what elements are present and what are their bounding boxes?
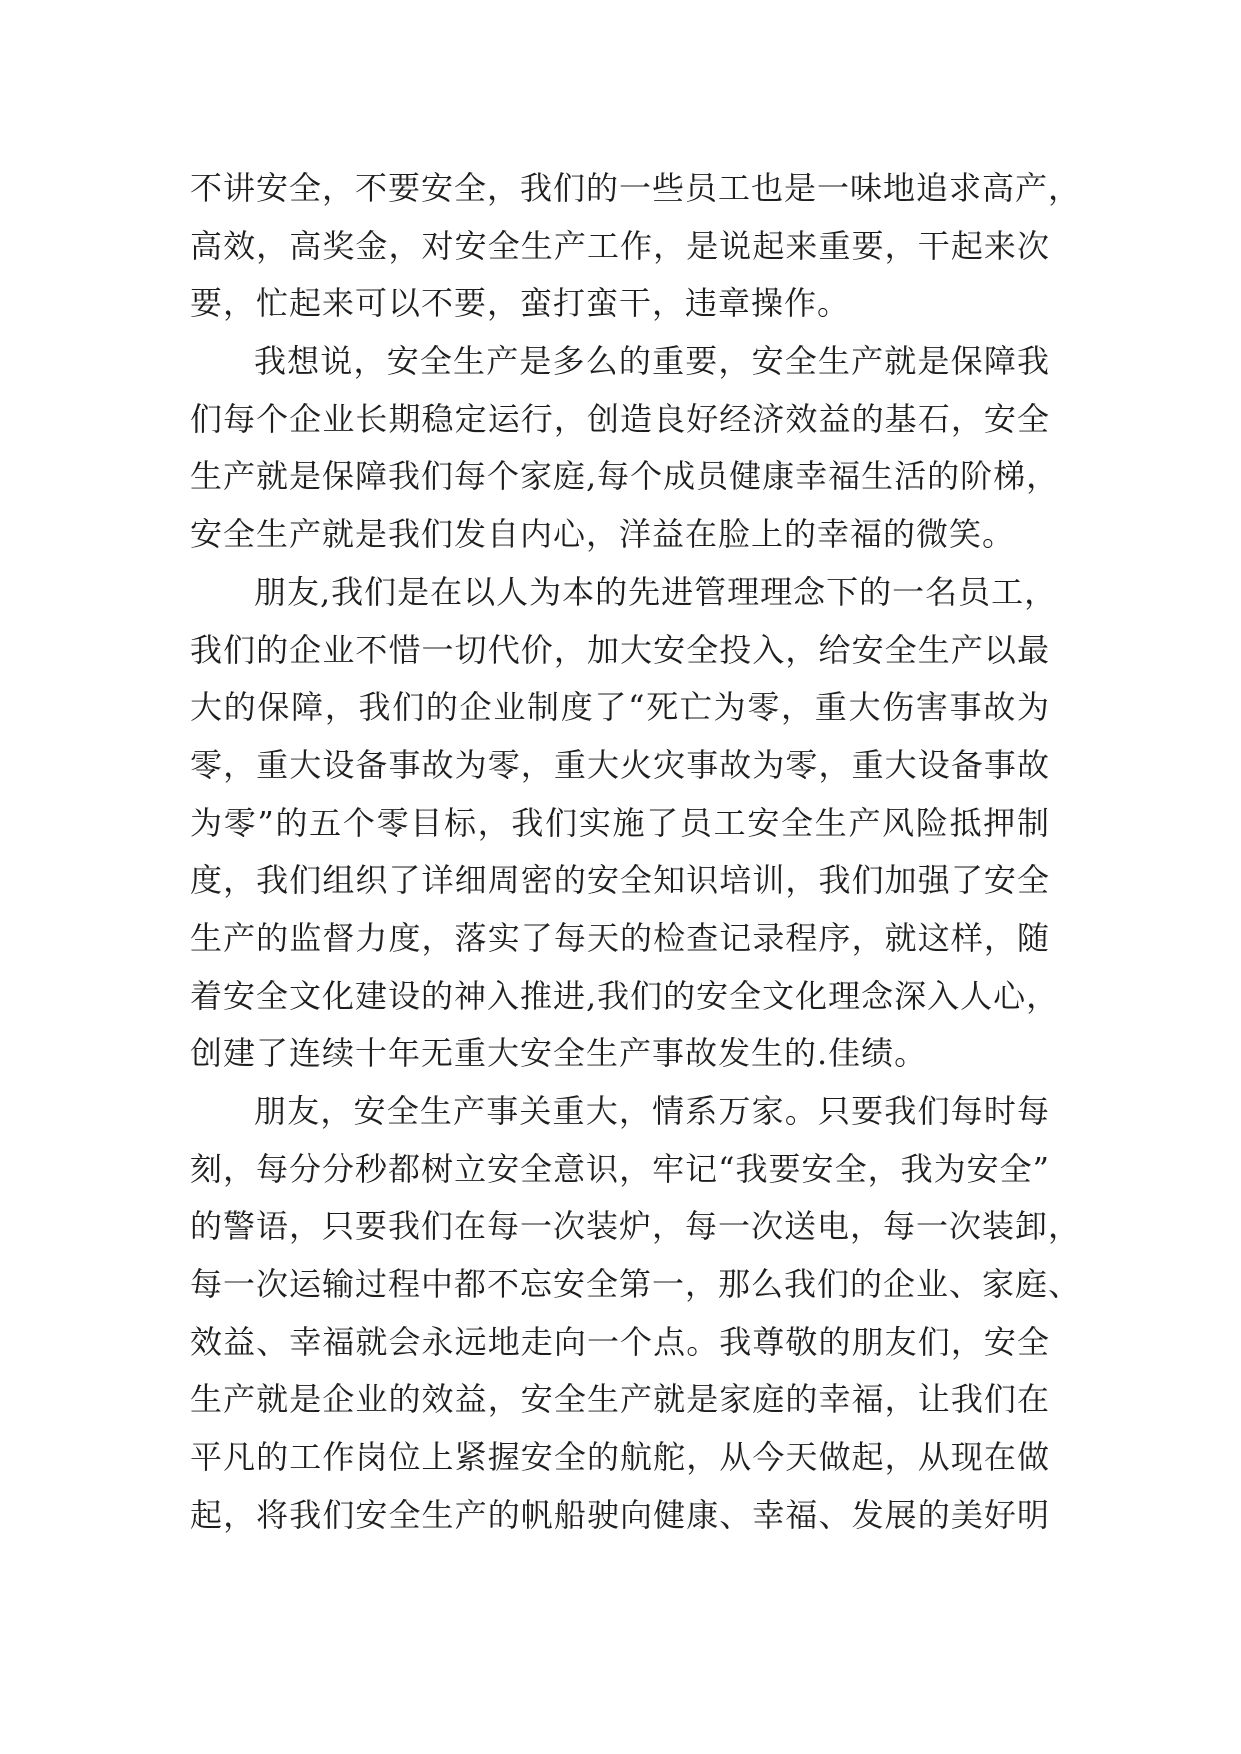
text-line: 为零”的五个零目标，我们实施了员工安全生产风险抵押制 bbox=[190, 803, 1050, 842]
text-line: 零，重大设备事故为零，重大火灾事故为零，重大设备事故 bbox=[190, 745, 1050, 784]
text-line: 生产的监督力度，落实了每天的检查记录程序，就这样，随 bbox=[190, 918, 1050, 957]
text-line: 安全生产就是我们发自内心，洋益在脸上的幸福的微笑。 bbox=[190, 515, 1016, 554]
text-line: 刻，每分分秒都树立安全意识，牢记“我要安全，我为安全” bbox=[190, 1149, 1050, 1188]
text-line: 着安全文化建设的神入推进,我们的安全文化理念深入人心， bbox=[190, 976, 1060, 1015]
text-line: 的警语，只要我们在每一次装炉，每一次送电，每一次装卸， bbox=[190, 1207, 1082, 1246]
text-line: 我们的企业不惜一切代价，加大安全投入，给安全生产以最 bbox=[190, 630, 1050, 669]
paragraph-first-line: 朋友,我们是在以人为本的先进管理理念下的一名员工， bbox=[254, 572, 1058, 611]
text-line: 大的保障，我们的企业制度了“死亡为零，重大伤害事故为 bbox=[190, 688, 1050, 727]
text-line: 平凡的工作岗位上紧握安全的航舵，从今天做起，从现在做 bbox=[190, 1438, 1050, 1477]
text-line: 不讲安全，不要安全，我们的一些员工也是一味地追求高产， bbox=[190, 169, 1082, 207]
text-line: 每一次运输过程中都不忘安全第一，那么我们的企业、家庭、 bbox=[190, 1265, 1082, 1304]
text-line: 们每个企业长期稳定运行，创造良好经济效益的基石，安全 bbox=[190, 399, 1050, 438]
text-line: 度，我们组织了详细周密的安全知识培训，我们加强了安全 bbox=[190, 861, 1050, 900]
text-line: 起，将我们安全生产的帆船驶向健康、幸福、发展的美好明 bbox=[190, 1495, 1050, 1534]
document-body bbox=[190, 160, 1082, 1545]
text-line: 生产就是企业的效益，安全生产就是家庭的幸福，让我们在 bbox=[190, 1380, 1050, 1419]
text-line: 高效，高奖金，对安全生产工作，是说起来重要，干起来次 bbox=[190, 226, 1050, 265]
text-line: 效益、幸福就会永远地走向一个点。我尊敬的朋友们，安全 bbox=[190, 1322, 1050, 1361]
paragraph-first-line: 我想说，安全生产是多么的重要，安全生产就是保障我 bbox=[254, 342, 1050, 381]
paragraph-first-line: 朋友，安全生产事关重大，情系万家。只要我们每时每 bbox=[254, 1092, 1050, 1130]
text-line: 创建了连续十年无重大安全生产事故发生的.佳绩。 bbox=[190, 1034, 928, 1073]
text-line: 要，忙起来可以不要，蛮打蛮干，违章操作。 bbox=[190, 284, 851, 323]
text-line: 生产就是保障我们每个家庭,每个成员健康幸福生活的阶梯， bbox=[190, 457, 1060, 496]
